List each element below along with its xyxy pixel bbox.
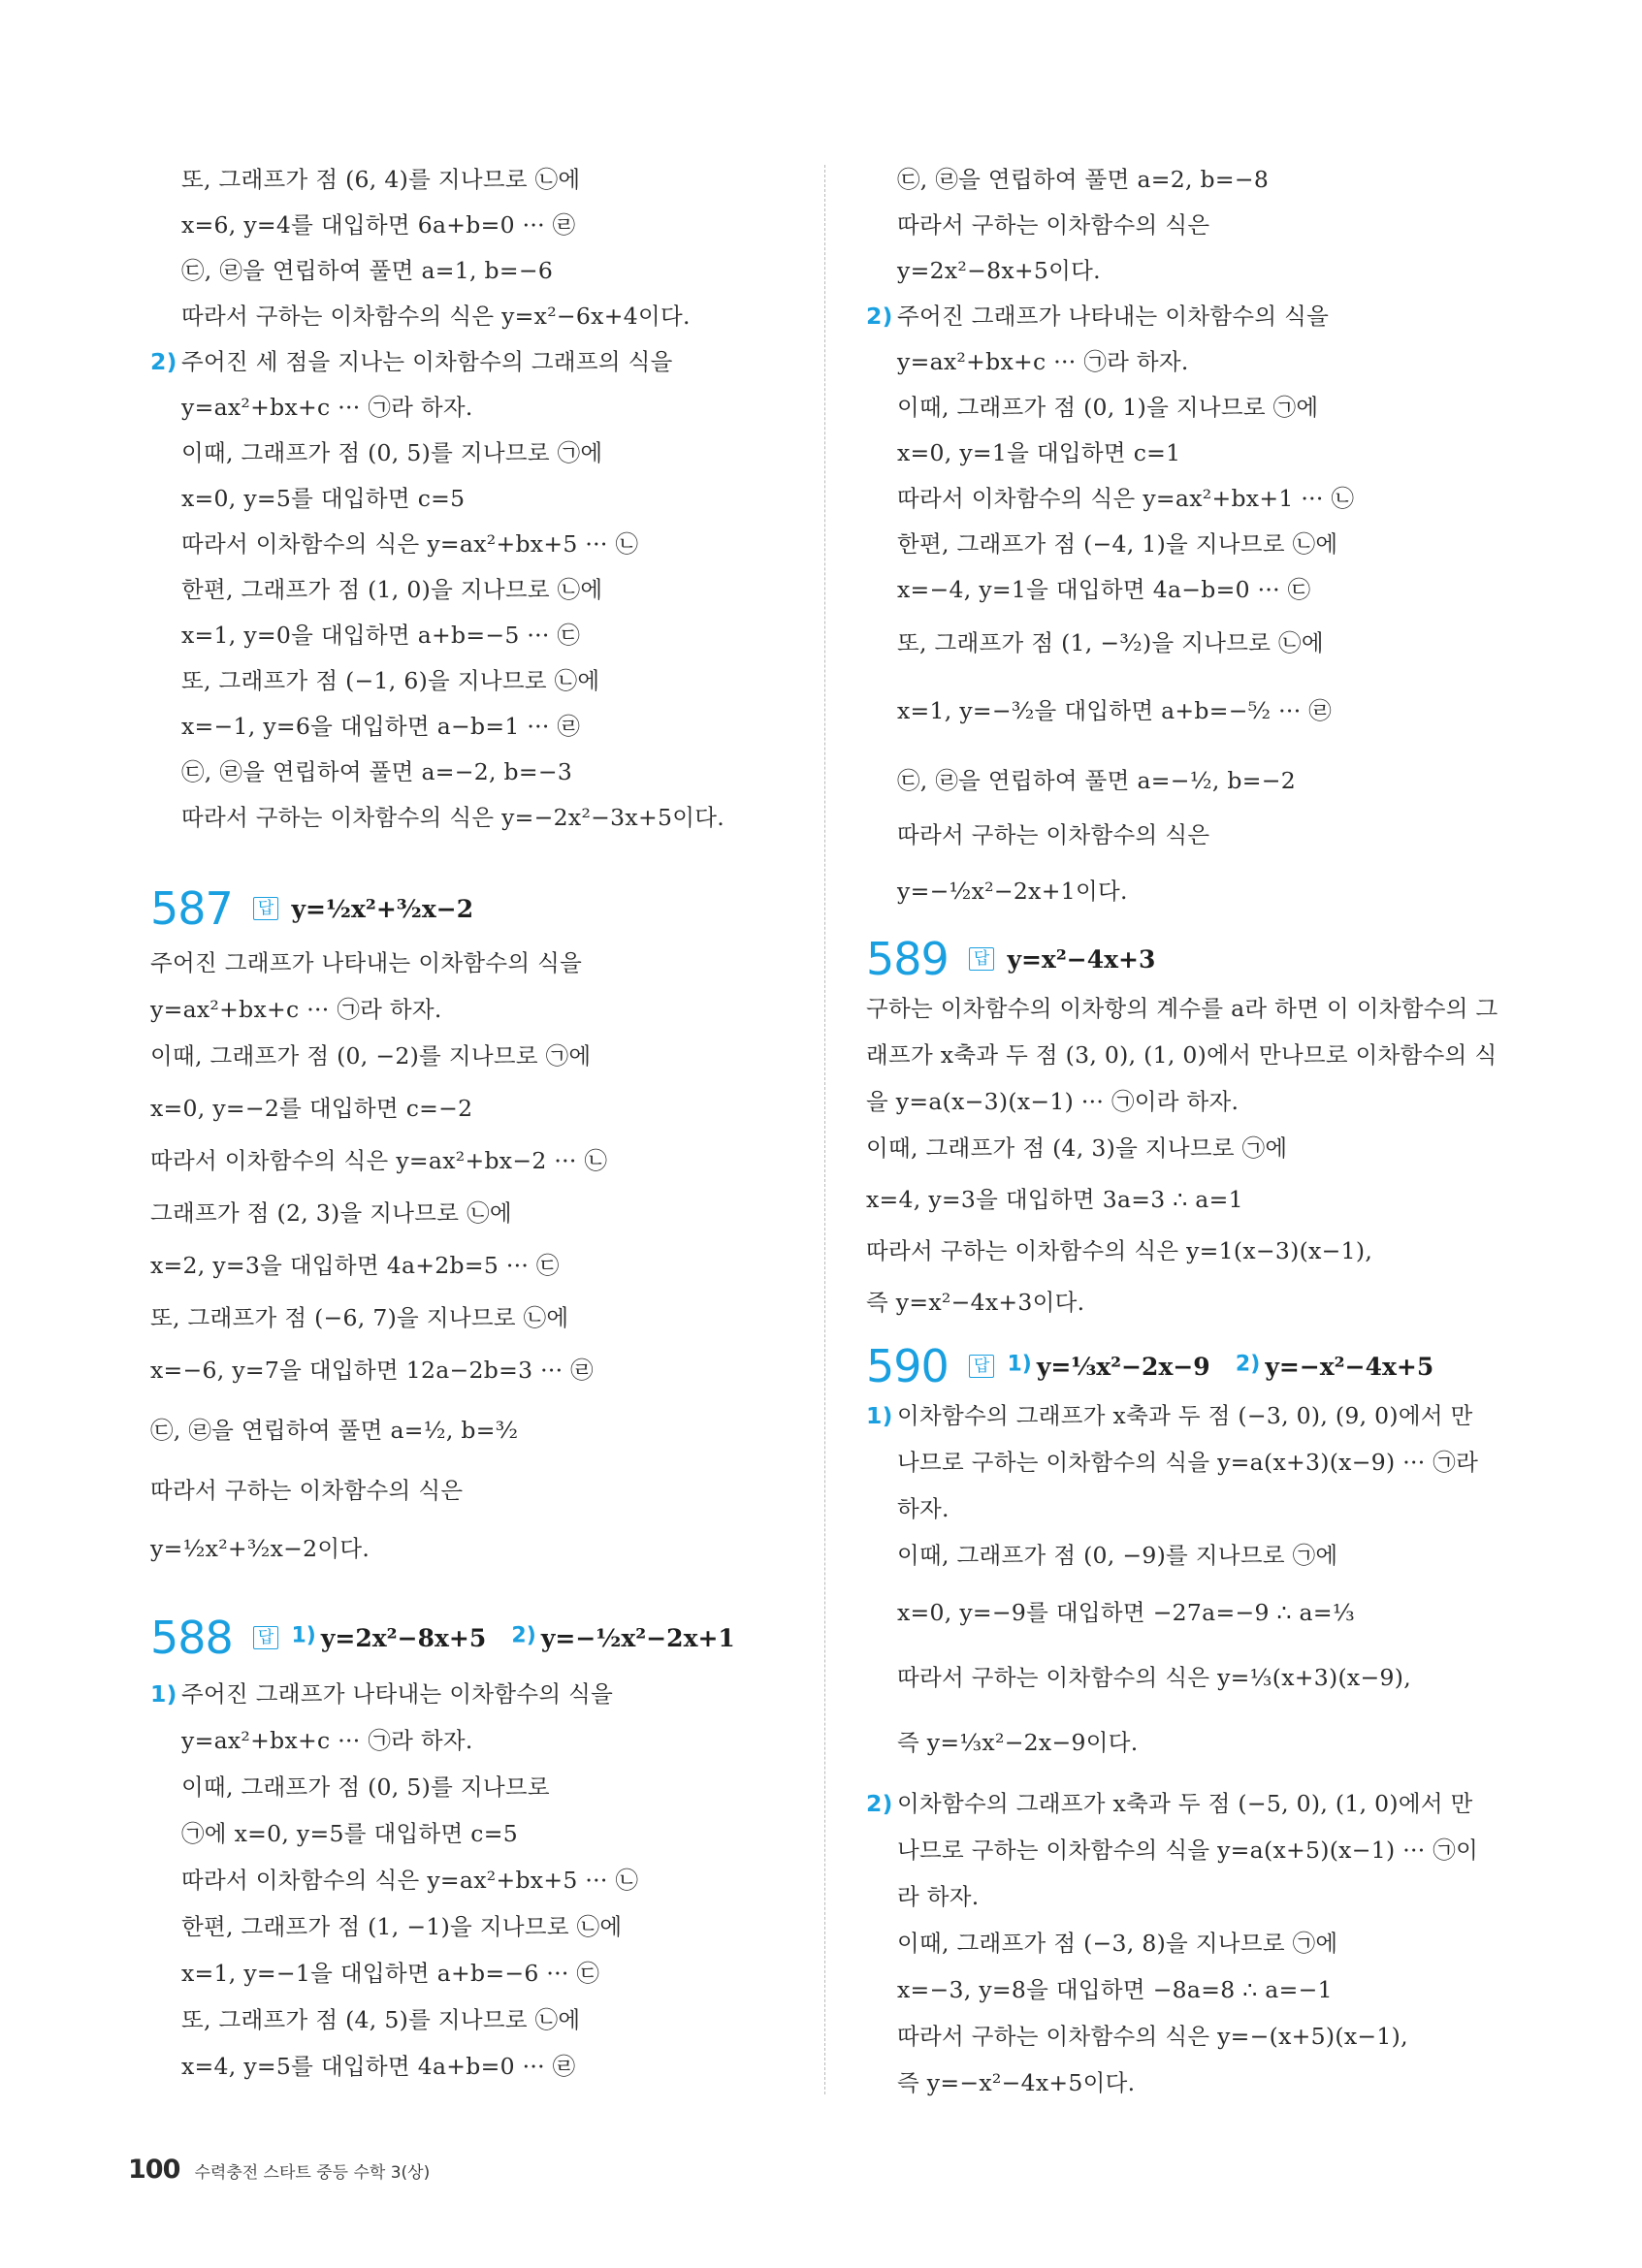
text-line: y=ax²+bx+c ··· ㉠라 하자. <box>897 348 1189 375</box>
answer-text: y=2x²−8x+5 <box>320 1623 487 1652</box>
problem-588-header <box>150 1612 735 1664</box>
text-line: 따라서 이차함수의 식은 y=ax²+bx−2 ··· ㉡ <box>150 1147 608 1174</box>
text-line: x=1, y=−³⁄₂을 대입하면 a+b=−⁵⁄₂ ··· ㉣ <box>897 697 1333 724</box>
text-line: 따라서 구하는 이차함수의 식은 y=x²−6x+4이다. <box>181 303 691 330</box>
text-line: 즉 y=⅓x²−2x−9이다. <box>897 1729 1139 1756</box>
part-row <box>866 1789 1473 1818</box>
answer-text: y=⅓x²−2x−9 <box>1036 1352 1210 1381</box>
part-label: 2) <box>866 1790 893 1817</box>
text-line: 주어진 세 점을 지나는 이차함수의 그래프의 식을 <box>181 348 673 375</box>
part-label: 2) <box>150 348 177 375</box>
text-line: 래프가 x축과 두 점 (3, 0), (1, 0)에서 만나므로 이차함수의 식 <box>866 1041 1497 1069</box>
problem-589-header <box>866 933 1155 985</box>
answer-badge: 답 <box>969 947 994 971</box>
page-number: 100 <box>128 2155 180 2185</box>
text-line: 따라서 구하는 이차함수의 식은 y=1(x−3)(x−1), <box>866 1237 1373 1264</box>
text-line: y=−½x²−2x+1이다. <box>897 878 1128 905</box>
text-line: 또, 그래프가 점 (1, −³⁄₂)을 지나므로 ㉡에 <box>897 629 1324 656</box>
text-line: 따라서 구하는 이차함수의 식은 <box>897 821 1210 848</box>
answer-badge: 답 <box>253 1626 278 1649</box>
answer-text: y=x²−4x+3 <box>1007 944 1156 974</box>
text-line: 또, 그래프가 점 (6, 4)를 지나므로 ㉡에 <box>181 166 581 193</box>
text-line: 따라서 이차함수의 식은 y=ax²+bx+5 ··· ㉡ <box>181 1867 639 1894</box>
text-line: 따라서 이차함수의 식은 y=ax²+bx+5 ··· ㉡ <box>181 530 639 558</box>
text-line: 한편, 그래프가 점 (1, 0)을 지나므로 ㉡에 <box>181 576 603 603</box>
part-label: 1) <box>150 1680 177 1708</box>
text-line: 이차함수의 그래프가 x축과 두 점 (−5, 0), (1, 0)에서 만 <box>897 1790 1473 1817</box>
answer-part-label: 1) <box>1007 1352 1032 1377</box>
answer-text: y=−½x²−2x+1 <box>540 1623 735 1652</box>
text-line: ㉢, ㉣을 연립하여 풀면 a=−2, b=−3 <box>181 758 573 785</box>
text-line: ㉢, ㉣을 연립하여 풀면 a=−½, b=−2 <box>897 767 1296 794</box>
text-line: 나므로 구하는 이차함수의 식을 y=a(x+5)(x−1) ··· ㉠이 <box>897 1837 1479 1864</box>
text-line: 즉 y=x²−4x+3이다. <box>866 1289 1085 1316</box>
text-line: 주어진 그래프가 나타내는 이차함수의 식을 <box>150 949 583 976</box>
text-line: ㉢, ㉣을 연립하여 풀면 a=1, b=−6 <box>181 257 554 284</box>
text-line: 구하는 이차함수의 이차항의 계수를 a라 하면 이 이차함수의 그 <box>866 995 1498 1022</box>
answer-part-label: 2) <box>511 1623 536 1648</box>
text-line: x=2, y=3을 대입하면 4a+2b=5 ··· ㉢ <box>150 1252 560 1279</box>
text-line: ㉠에 x=0, y=5를 대입하면 c=5 <box>181 1820 518 1847</box>
text-line: x=4, y=3을 대입하면 3a=3 ∴ a=1 <box>866 1186 1243 1213</box>
text-line: x=−4, y=1을 대입하면 4a−b=0 ··· ㉢ <box>897 576 1311 603</box>
answer-part-label: 2) <box>1235 1352 1261 1377</box>
text-line: x=0, y=−2를 대입하면 c=−2 <box>150 1095 473 1122</box>
part-label: 1) <box>866 1402 893 1429</box>
problem-number: 590 <box>866 1340 949 1392</box>
text-line: 주어진 그래프가 나타내는 이차함수의 식을 <box>181 1680 614 1708</box>
text-line: ㉢, ㉣을 연립하여 풀면 a=½, b=³⁄₂ <box>150 1417 519 1444</box>
text-line: x=−1, y=6을 대입하면 a−b=1 ··· ㉣ <box>181 713 581 740</box>
text-line: 나므로 구하는 이차함수의 식을 y=a(x+3)(x−9) ··· ㉠라 <box>897 1449 1479 1476</box>
text-line: y=ax²+bx+c ··· ㉠라 하자. <box>181 394 473 421</box>
text-line: 따라서 이차함수의 식은 y=ax²+bx+1 ··· ㉡ <box>897 485 1355 512</box>
text-line: 따라서 구하는 이차함수의 식은 <box>150 1477 464 1504</box>
text-line: 또, 그래프가 점 (−6, 7)을 지나므로 ㉡에 <box>150 1304 569 1331</box>
text-line: 이때, 그래프가 점 (0, 1)을 지나므로 ㉠에 <box>897 394 1319 421</box>
text-line: 이때, 그래프가 점 (0, −2)를 지나므로 ㉠에 <box>150 1042 592 1070</box>
text-line: 또, 그래프가 점 (4, 5)를 지나므로 ㉡에 <box>181 2006 581 2033</box>
text-line: 또, 그래프가 점 (−1, 6)을 지나므로 ㉡에 <box>181 667 600 694</box>
text-line: y=ax²+bx+c ··· ㉠라 하자. <box>150 996 442 1023</box>
text-line: 이때, 그래프가 점 (0, −9)를 지나므로 ㉠에 <box>897 1542 1338 1569</box>
text-line: x=6, y=4를 대입하면 6a+b=0 ··· ㉣ <box>181 211 576 239</box>
text-line: 하자. <box>897 1495 950 1522</box>
text-line: x=−3, y=8을 대입하면 −8a=8 ∴ a=−1 <box>897 1976 1333 2003</box>
text-line: 라 하자. <box>897 1883 980 1910</box>
text-line: x=4, y=5를 대입하면 4a+b=0 ··· ㉣ <box>181 2053 576 2080</box>
book-title: 수력충전 스타트 중등 수학 3(상) <box>194 2163 431 2183</box>
text-line: 따라서 구하는 이차함수의 식은 <box>897 211 1210 239</box>
problem-number: 589 <box>866 933 949 985</box>
text-line: 한편, 그래프가 점 (−4, 1)을 지나므로 ㉡에 <box>897 530 1338 558</box>
text-line: x=0, y=1을 대입하면 c=1 <box>897 439 1181 466</box>
part-label: 2) <box>866 303 893 330</box>
problem-590-header <box>866 1340 1433 1392</box>
text-line: 즉 y=−x²−4x+5이다. <box>897 2069 1136 2096</box>
text-line: 따라서 구하는 이차함수의 식은 y=⅓(x+3)(x−9), <box>897 1664 1411 1691</box>
text-line: ㉢, ㉣을 연립하여 풀면 a=2, b=−8 <box>897 166 1270 193</box>
text-line: x=0, y=−9를 대입하면 −27a=−9 ∴ a=⅓ <box>897 1599 1355 1626</box>
text-line: y=2x²−8x+5이다. <box>897 257 1101 284</box>
answer-text: y=−x²−4x+5 <box>1265 1352 1434 1381</box>
text-line: 주어진 그래프가 나타내는 이차함수의 식을 <box>897 303 1330 330</box>
text-line: 따라서 구하는 이차함수의 식은 y=−(x+5)(x−1), <box>897 2023 1408 2050</box>
page-footer <box>128 2155 430 2185</box>
text-line: 이때, 그래프가 점 (0, 5)를 지나므로 <box>181 1773 550 1801</box>
text-line: 한편, 그래프가 점 (1, −1)을 지나므로 ㉡에 <box>181 1913 623 1940</box>
part-row <box>866 1401 1473 1430</box>
text-line: x=1, y=−1을 대입하면 a+b=−6 ··· ㉢ <box>181 1960 600 1987</box>
text-line: 그래프가 점 (2, 3)을 지나므로 ㉡에 <box>150 1199 512 1227</box>
answer-text: y=½x²+³⁄₂x−2 <box>291 894 474 923</box>
part-row <box>866 302 1330 331</box>
answer-part-label: 1) <box>291 1623 316 1648</box>
text-line: y=ax²+bx+c ··· ㉠라 하자. <box>181 1727 473 1754</box>
text-line: 이때, 그래프가 점 (0, 5)를 지나므로 ㉠에 <box>181 439 603 466</box>
text-line: x=0, y=5를 대입하면 c=5 <box>181 485 466 512</box>
text-line: 이때, 그래프가 점 (4, 3)을 지나므로 ㉠에 <box>866 1134 1288 1162</box>
text-line: x=−6, y=7을 대입하면 12a−2b=3 ··· ㉣ <box>150 1357 594 1384</box>
part-row <box>150 347 673 376</box>
text-line: 이차함수의 그래프가 x축과 두 점 (−3, 0), (9, 0)에서 만 <box>897 1402 1473 1429</box>
text-line: 따라서 구하는 이차함수의 식은 y=−2x²−3x+5이다. <box>181 804 724 831</box>
column-divider <box>824 165 825 2094</box>
problem-number: 587 <box>150 882 233 935</box>
text-line: 이때, 그래프가 점 (−3, 8)을 지나므로 ㉠에 <box>897 1930 1338 1957</box>
text-line: x=1, y=0을 대입하면 a+b=−5 ··· ㉢ <box>181 622 581 649</box>
part-row <box>150 1679 614 1709</box>
text-line: 을 y=a(x−3)(x−1) ··· ㉠이라 하자. <box>866 1088 1240 1115</box>
answer-badge: 답 <box>969 1355 994 1378</box>
problem-587-header <box>150 882 473 935</box>
text-line: y=½x²+³⁄₂x−2이다. <box>150 1535 370 1562</box>
answer-badge: 답 <box>253 897 278 920</box>
problem-number: 588 <box>150 1612 233 1664</box>
